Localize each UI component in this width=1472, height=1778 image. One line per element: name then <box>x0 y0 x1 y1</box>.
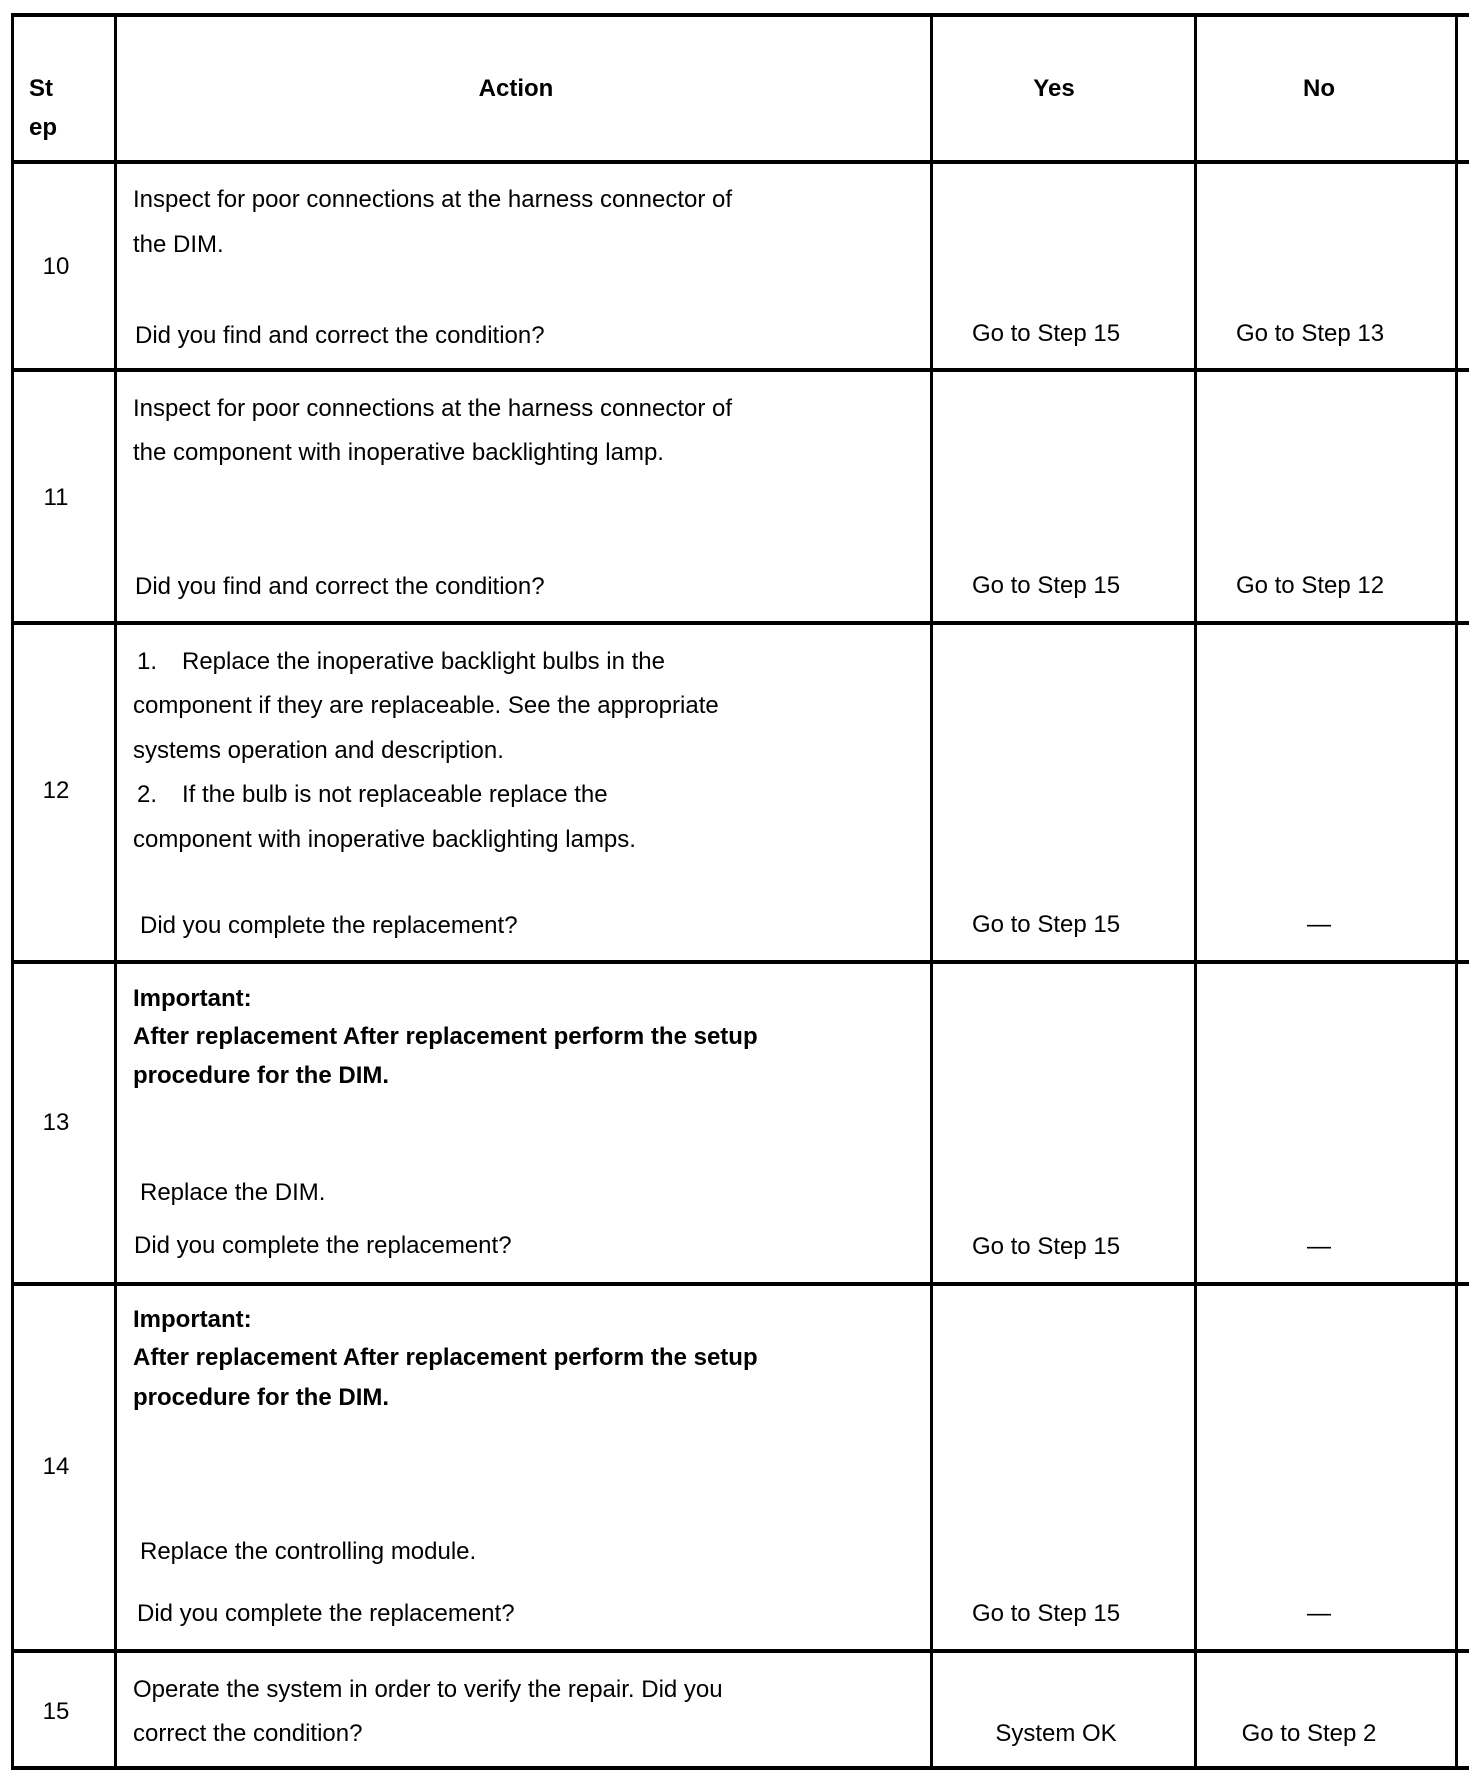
yes-result: Go to Step 15 <box>971 911 1121 938</box>
divider <box>11 13 1469 17</box>
important-text: procedure for the DIM. <box>133 1062 390 1089</box>
important-text: procedure for the DIM. <box>133 1384 390 1411</box>
header-step: St <box>29 75 53 102</box>
divider <box>11 15 14 1770</box>
question: Did you complete the replacement? <box>140 912 518 939</box>
action-text: Replace the controlling module. <box>140 1538 477 1565</box>
divider <box>1194 15 1197 1770</box>
question: Did you find and correct the condition? <box>135 322 545 349</box>
divider <box>11 1282 1469 1286</box>
important-label: Important: <box>133 985 252 1012</box>
action-text: Replace the DIM. <box>140 1179 326 1206</box>
step-number: 12 <box>42 777 70 804</box>
action-text: component if they are replaceable. See the appropriate <box>133 692 719 719</box>
action-text: the DIM. <box>133 231 224 258</box>
action-text: systems operation and description. <box>133 737 504 764</box>
action-text: the component with inoperative backlighting lamp. <box>133 439 664 466</box>
action-text: Inspect for poor connections at the harness connector of <box>133 395 733 422</box>
action-text: correct the condition? <box>133 1720 363 1747</box>
divider <box>11 621 1469 625</box>
action-text: Replace the inoperative backlight bulbs in the <box>182 648 665 675</box>
yes-result: Go to Step 15 <box>971 572 1121 599</box>
header-action: Action <box>478 75 554 102</box>
action-text: component with inoperative backlighting lamps. <box>133 826 636 853</box>
step-number: 14 <box>42 1453 70 1480</box>
divider <box>1455 15 1458 1770</box>
step-number: 13 <box>42 1109 70 1136</box>
header-step: ep <box>29 114 58 141</box>
divider <box>114 15 117 1770</box>
no-result: — <box>1307 1600 1331 1627</box>
step-number: 10 <box>42 253 70 280</box>
yes-result: Go to Step 15 <box>971 320 1121 347</box>
header-yes: Yes <box>1033 75 1075 102</box>
question: Did you find and correct the condition? <box>135 573 545 600</box>
divider <box>11 368 1469 372</box>
question: Did you complete the replacement? <box>134 1232 512 1259</box>
yes-result: Go to Step 15 <box>971 1600 1121 1627</box>
yes-result: Go to Step 15 <box>971 1233 1121 1260</box>
divider <box>11 960 1469 964</box>
step-number: 11 <box>43 484 69 511</box>
important-text: After replacement After replacement perform the setup <box>133 1344 758 1371</box>
no-result: — <box>1307 1233 1331 1260</box>
divider <box>11 1766 1469 1770</box>
header-no: No <box>1303 75 1335 102</box>
question: Did you complete the replacement? <box>137 1600 515 1627</box>
list-number: 2. <box>137 781 158 808</box>
divider <box>930 15 933 1770</box>
important-label: Important: <box>133 1306 252 1333</box>
yes-result: System OK <box>995 1720 1117 1747</box>
step-number: 15 <box>42 1698 70 1725</box>
action-text: Operate the system in order to verify the repair. Did you <box>133 1676 723 1703</box>
divider <box>11 1649 1469 1653</box>
no-result: Go to Step 13 <box>1235 320 1385 347</box>
important-text: After replacement After replacement perform the setup <box>133 1023 758 1050</box>
list-number: 1. <box>137 648 158 675</box>
action-text: Inspect for poor connections at the harness connector of <box>133 186 733 213</box>
divider <box>11 160 1469 164</box>
no-result: Go to Step 2 <box>1241 1720 1377 1747</box>
no-result: Go to Step 12 <box>1235 572 1385 599</box>
action-text: If the bulb is not replaceable replace the <box>182 781 608 808</box>
no-result: — <box>1307 911 1331 938</box>
